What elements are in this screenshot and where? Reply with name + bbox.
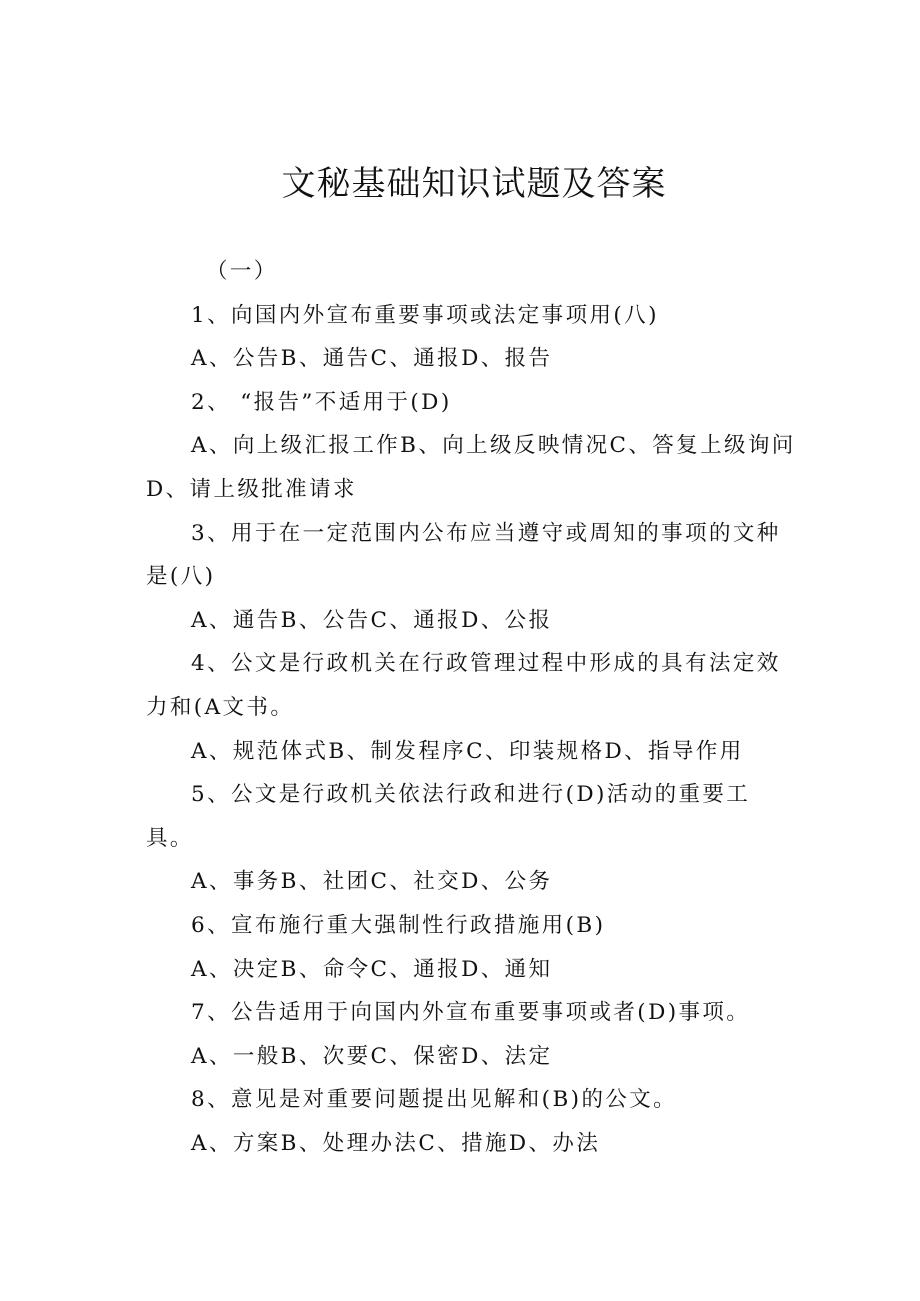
document-title: 文秘基础知识试题及答案 bbox=[281, 164, 667, 204]
question-2: 2、 “报告”不适用于(D) bbox=[191, 389, 452, 415]
options-2: A、向上级汇报工作B、向上级反映情况C、答复上级询问D、请上级批准请求 bbox=[146, 433, 796, 502]
options-4: A、规范体式B、制发程序C、印装规格D、指导作用 bbox=[191, 738, 744, 764]
question-6: 6、宣布施行重大强制性行政措施用(B) bbox=[191, 912, 606, 938]
question-5: 5、公文是行政机关依法行政和进行(D)活动的重要工具。 bbox=[146, 782, 751, 851]
question-4: 4、公文是行政机关在行政管理过程中形成的具有法定效力和(A文书。 bbox=[146, 651, 781, 720]
document-body bbox=[146, 250, 796, 1165]
section-heading: （一） bbox=[206, 259, 278, 284]
question-3: 3、用于在一定范围内公布应当遵守或周知的事项的文种是(八) bbox=[146, 520, 781, 590]
options-7: A、一般B、次要C、保密D、法定 bbox=[191, 1043, 553, 1069]
question-1: 1、向国内外宣布重要事项或法定事项用(八) bbox=[191, 302, 659, 328]
question-8: 8、意见是对重要问题提出见解和(B)的公文。 bbox=[191, 1087, 678, 1113]
options-6: A、决定B、命令C、通报D、通知 bbox=[191, 956, 553, 982]
options-1: A、公告B、通告C、通报D、报告 bbox=[191, 346, 553, 372]
question-7: 7、公告适用于向国内外宣布重要事项或者(D)事项。 bbox=[191, 1000, 751, 1026]
options-5: A、事务B、社团C、社交D、公务 bbox=[191, 869, 553, 895]
options-8: A、方案B、处理办法C、措施D、办法 bbox=[191, 1130, 601, 1156]
options-3: A、通告B、公告C、通报D、公报 bbox=[191, 607, 553, 633]
